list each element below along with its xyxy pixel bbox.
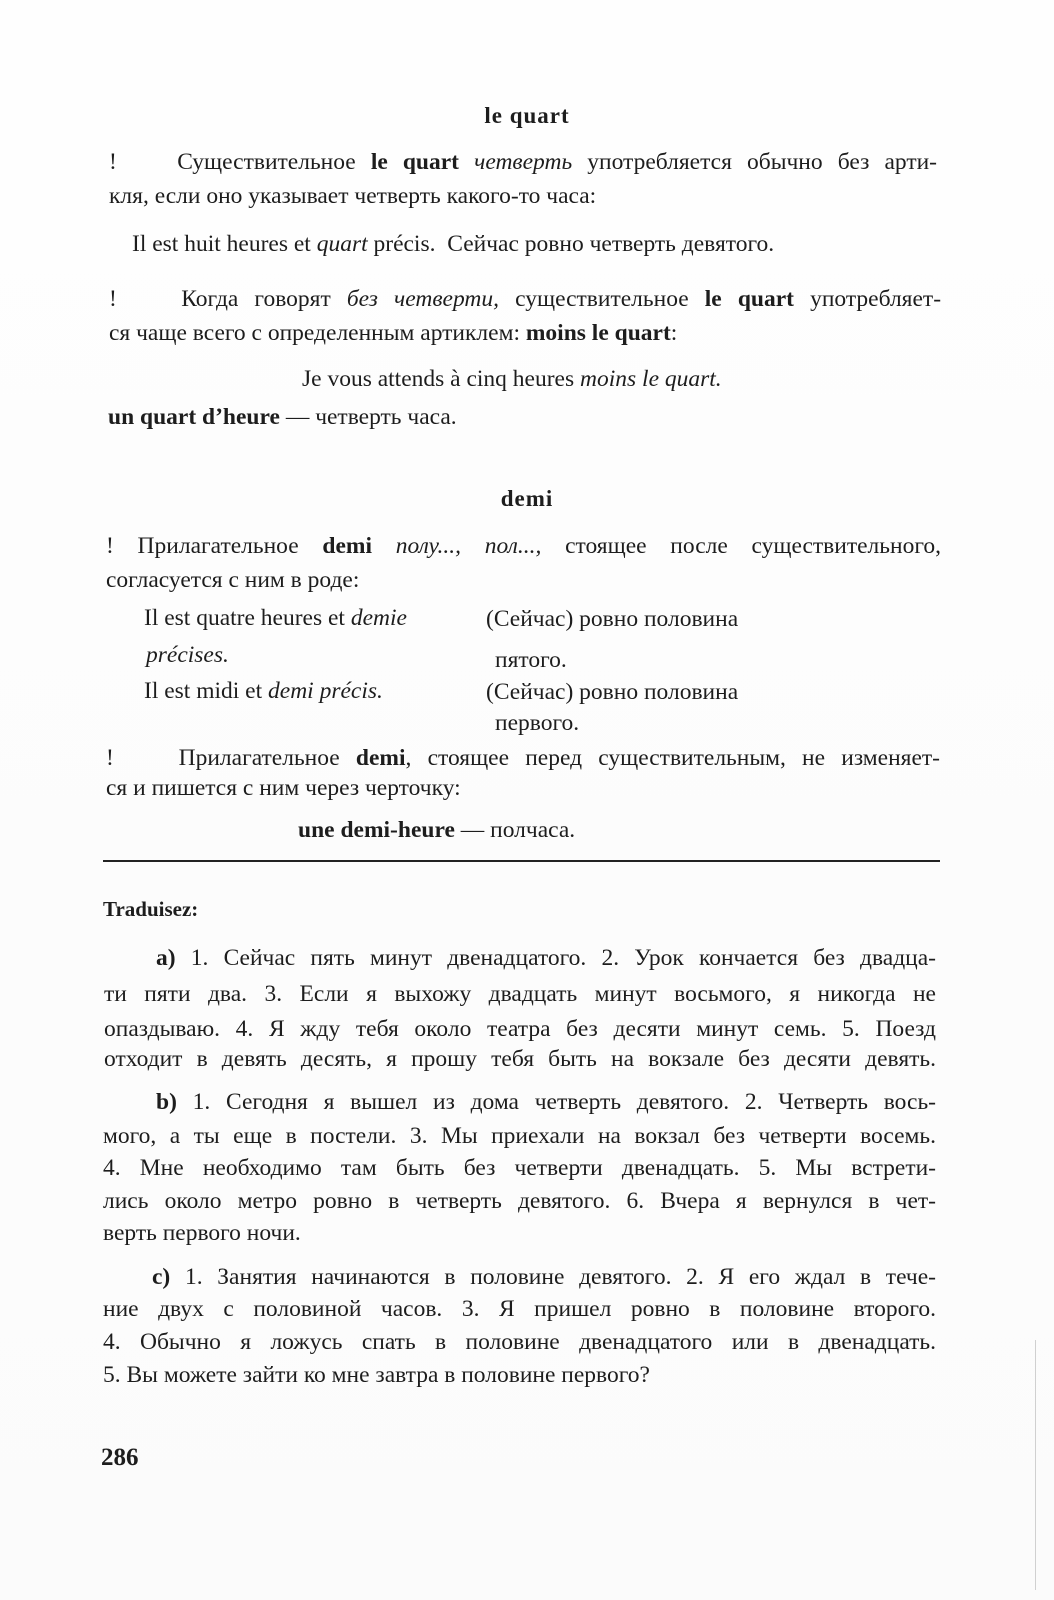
exercise-a-line3: опаздываю. 4. Я жду тебя около театра без десяти минут семь. 5. Поезд bbox=[104, 1016, 936, 1042]
item-label: b) bbox=[156, 1089, 177, 1115]
text: употребляет- bbox=[793, 286, 942, 312]
demi-note2-line1 bbox=[106, 743, 940, 773]
quart-example1 bbox=[132, 229, 774, 259]
exercise-a-line2: ти пяти два. 3. Если я выхожу двадцать минут восьмого, я никогда не bbox=[104, 981, 936, 1007]
italic-term: без четверти, bbox=[346, 286, 500, 312]
bold-term: un quart d’heure bbox=[108, 404, 280, 430]
exercise-b-line1 bbox=[156, 1087, 936, 1117]
text: — полчаса. bbox=[454, 817, 576, 843]
section-heading-le-quart: le quart bbox=[484, 103, 570, 128]
text: 1. Сегодня я вышел из дома четверть девятого. 2. Четверть вось- bbox=[192, 1089, 936, 1115]
bold-term: le quart bbox=[704, 286, 794, 312]
bold-term: une demi-heure bbox=[298, 817, 455, 843]
text: Когда говорят bbox=[181, 286, 347, 312]
text: — четверть часа. bbox=[279, 404, 457, 430]
quart-note2-line1 bbox=[109, 284, 941, 314]
demi-example2-ru-line1: (Сейчас) ровно половина bbox=[486, 679, 739, 705]
exercise-a-line4: отходит в девять десять, я прошу тебя быть на вокзале без десяти девять. bbox=[104, 1046, 936, 1072]
demi-example1-ru-line2: пятого. bbox=[495, 647, 567, 673]
text: Il est midi et bbox=[144, 678, 269, 704]
translation: Сейчас ровно четверть девятого. bbox=[447, 231, 775, 257]
quart-note2-line2 bbox=[109, 318, 677, 348]
demi-example1-ru-line1: (Сейчас) ровно половина bbox=[486, 606, 739, 632]
quart-note1-line1 bbox=[109, 147, 937, 177]
text bbox=[459, 149, 474, 175]
exercise-a-line1 bbox=[156, 943, 936, 973]
text: существительное bbox=[499, 286, 705, 312]
italic-term: demi précis. bbox=[268, 678, 383, 704]
demi-note2-line2: ся и пишется с ним через черточку: bbox=[106, 775, 461, 801]
exercise-b-line2: мого, а ты еще в постели. 3. Мы приехали на вокзал без четверти восемь. bbox=[103, 1123, 936, 1149]
exclamation-mark: ! bbox=[106, 745, 114, 771]
page-number: 286 bbox=[101, 1444, 139, 1471]
demi-example1-fr-line2 bbox=[146, 640, 229, 670]
italic-term: précises. bbox=[146, 642, 229, 668]
exclamation-mark: ! bbox=[109, 149, 117, 175]
quart-example2 bbox=[302, 364, 722, 394]
bold-term: moins le quart bbox=[525, 320, 671, 346]
italic-term: полу..., пол..., bbox=[395, 533, 542, 559]
exercise-c-line2: ние двух с половиной часов. 3. Я пришел ровно в половине второго. bbox=[103, 1296, 936, 1322]
demi-example3 bbox=[298, 815, 575, 845]
bold-term: demi bbox=[355, 745, 406, 771]
quart-heure-line bbox=[108, 402, 457, 432]
text: Прилагательное bbox=[113, 533, 323, 559]
scan-edge-line bbox=[1035, 1340, 1036, 1590]
italic-term: moins le quart. bbox=[580, 366, 722, 392]
italic-term: четверть bbox=[474, 149, 573, 175]
demi-note1-line2: согласуется с ним в роде: bbox=[106, 567, 360, 593]
text: Существительное bbox=[177, 149, 371, 175]
text: ся чаще всего с определенным артиклем: bbox=[109, 320, 526, 346]
section-divider bbox=[103, 860, 940, 862]
quart-note1-line2: кля, если оно указывает четверть какого-то часа: bbox=[109, 183, 597, 209]
italic-term: quart bbox=[316, 231, 368, 257]
text: , стоящее перед существительным, не изменяет- bbox=[405, 745, 940, 771]
exercise-title: Traduisez: bbox=[103, 897, 199, 921]
text: Прилагательное bbox=[178, 745, 356, 771]
text: Je vous attends à cinq heures bbox=[302, 366, 581, 392]
demi-example2-fr bbox=[144, 676, 383, 706]
item-label: с) bbox=[152, 1264, 171, 1290]
text bbox=[372, 533, 396, 559]
exercise-c-line1 bbox=[152, 1262, 936, 1292]
exercise-c-line4: 5. Вы можете зайти ко мне завтра в половине первого? bbox=[103, 1362, 650, 1388]
exercise-b-line5: верть первого ночи. bbox=[103, 1220, 301, 1246]
text: : bbox=[670, 320, 678, 346]
exercise-b-line3: 4. Мне необходимо там быть без четверти двенадцать. 5. Мы встрети- bbox=[103, 1155, 936, 1181]
demi-example1-fr-line1 bbox=[144, 603, 407, 633]
demi-note1-line1 bbox=[106, 531, 941, 561]
exercise-c-line3: 4. Обычно я ложусь спать в половине двенадцатого или в двенадцать. bbox=[103, 1329, 936, 1355]
text: 1. Сейчас пять минут двенадцатого. 2. Урок кончается без двадца- bbox=[190, 945, 936, 971]
bold-term: demi bbox=[322, 533, 372, 559]
bold-term: le quart bbox=[370, 149, 460, 175]
text: Il est quatre heures et bbox=[144, 605, 351, 631]
exclamation-mark: ! bbox=[109, 286, 117, 312]
demi-example2-ru-line2: первого. bbox=[495, 710, 580, 736]
text: употребляется обычно без арти- bbox=[572, 149, 937, 175]
text: Il est huit heures et bbox=[132, 231, 317, 257]
text: стоящее после существительного, bbox=[541, 533, 942, 559]
section-heading-demi: demi bbox=[500, 486, 554, 511]
exercise-b-line4: лись около метро ровно в четверть девятого. 6. Вчера я вернулся в чет- bbox=[103, 1188, 936, 1214]
text: précis. bbox=[367, 231, 436, 257]
item-label: а) bbox=[156, 945, 176, 971]
italic-term: demie bbox=[350, 605, 407, 631]
exclamation-mark: ! bbox=[106, 533, 114, 559]
text: 1. Занятия начинаются в половине девятого. 2. Я его ждал в тече- bbox=[184, 1264, 936, 1290]
